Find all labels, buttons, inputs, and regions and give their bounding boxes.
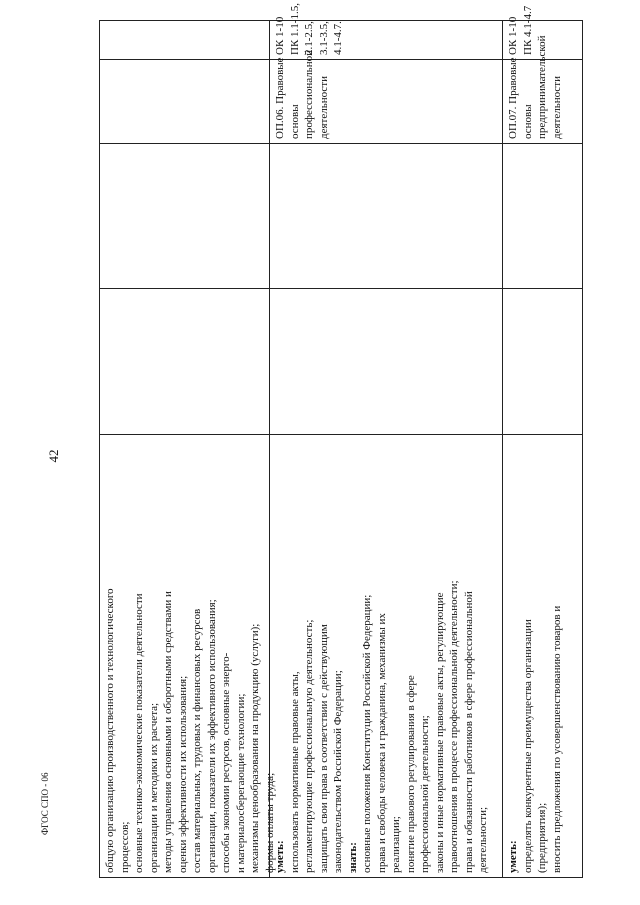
- table-row: [269, 3, 502, 878]
- discipline-line: деятельности: [317, 76, 330, 139]
- skill-line: регламентирующие профессиональную деятельность;: [303, 619, 315, 873]
- hours-cell: [270, 143, 502, 288]
- knowledge-line: права и обязанности работников в сфере профессиональной: [462, 591, 475, 873]
- content-line: общую организацию производственного и технологического: [104, 588, 116, 873]
- competency-line: ПК 4.1-4.7: [521, 5, 534, 55]
- competency-table: [99, 3, 583, 878]
- skill-line: использовать нормативные правовые акты,: [288, 671, 301, 873]
- discipline-cell: [100, 59, 269, 143]
- content-line: механизмы ценообразования на продукцию (услуги);: [249, 623, 261, 873]
- skill-line: законодательством Российской Федерации;: [332, 670, 344, 873]
- knowledge-label: знать:: [346, 842, 359, 873]
- table-row: [99, 20, 276, 878]
- content-line: оценки эффективности их использования;: [176, 675, 189, 873]
- knowledge-line: законы и иные нормативные правовые акты, регулирующие: [433, 592, 446, 873]
- content-line: методы управления основными и оборотными средствами и: [162, 591, 174, 873]
- content-line: формы оплаты труда;: [263, 772, 276, 873]
- competency-line: ОК 1-10: [274, 16, 286, 55]
- footer-standard-code: ФГОС СПО - 06: [40, 772, 50, 835]
- competency-line: 3.1-3.5,: [317, 21, 330, 55]
- discipline-cell: [270, 50, 502, 143]
- hours-cell: [100, 288, 269, 434]
- content-line: состав материальных, трудовых и финансовых ресурсов: [191, 608, 203, 873]
- skill-line: (предприятия);: [536, 802, 548, 873]
- competency-cell: [503, 5, 582, 59]
- competency-line: 2.1-2.5,: [303, 21, 315, 55]
- content-line: основные технико-экономические показатели деятельности: [133, 593, 145, 873]
- content-line: организации, показатели их эффективного использования;: [205, 599, 218, 873]
- content-cell: [503, 434, 582, 877]
- competency-line: ПК 1.1-1.5,: [288, 3, 301, 55]
- competency-cell: [270, 3, 502, 59]
- competency-line: ОК 1-10: [507, 16, 519, 55]
- content-line: процессов;: [118, 821, 131, 873]
- discipline-line: предпринимательской: [536, 35, 548, 139]
- table-row: [502, 5, 583, 878]
- page-number: 42: [46, 449, 61, 463]
- skills-label: уметь:: [274, 840, 286, 873]
- skill-line: вносить предложения по усовершенствованию товаров и: [550, 605, 563, 873]
- knowledge-line: деятельности;: [477, 806, 489, 873]
- content-line: организации и методики их расчета;: [147, 702, 160, 873]
- discipline-line: профессиональной: [303, 50, 315, 139]
- discipline-line: ОП.06. Правовые: [274, 57, 286, 139]
- knowledge-line: основные положения Конституции Российской Федерации;: [361, 594, 373, 873]
- hours-cell: [100, 143, 269, 288]
- knowledge-line: права и свободы человека и гражданина, механизмы их: [375, 613, 388, 873]
- hours-cell: [503, 143, 582, 288]
- content-line: и материалосберегающие технологии;: [234, 693, 247, 873]
- skill-line: определять конкурентные преимущества организации: [521, 619, 534, 873]
- competency-line: 4.1-4.7.: [332, 21, 344, 55]
- knowledge-line: реализации;: [390, 816, 402, 873]
- competency-cell: [100, 19, 269, 59]
- discipline-line: основы: [288, 104, 301, 139]
- content-cell: [100, 434, 276, 877]
- knowledge-line: профессиональной деятельности;: [419, 715, 431, 873]
- discipline-line: деятельности: [550, 76, 563, 139]
- hours-cell: [270, 288, 502, 434]
- content-cell: [270, 434, 502, 877]
- discipline-line: ОП.07. Правовые: [507, 57, 519, 139]
- content-line: способы экономии ресурсов, основные энерго-: [220, 652, 232, 873]
- hours-cell: [503, 288, 582, 434]
- skill-line: защищать свои права в соответствии с действующим: [317, 624, 330, 873]
- skills-label: уметь:: [507, 840, 519, 873]
- discipline-line: основы: [521, 104, 534, 139]
- knowledge-line: правоотношения в процессе профессиональной деятельности;: [448, 580, 460, 873]
- knowledge-line: понятие правового регулирования в сфере: [404, 675, 417, 873]
